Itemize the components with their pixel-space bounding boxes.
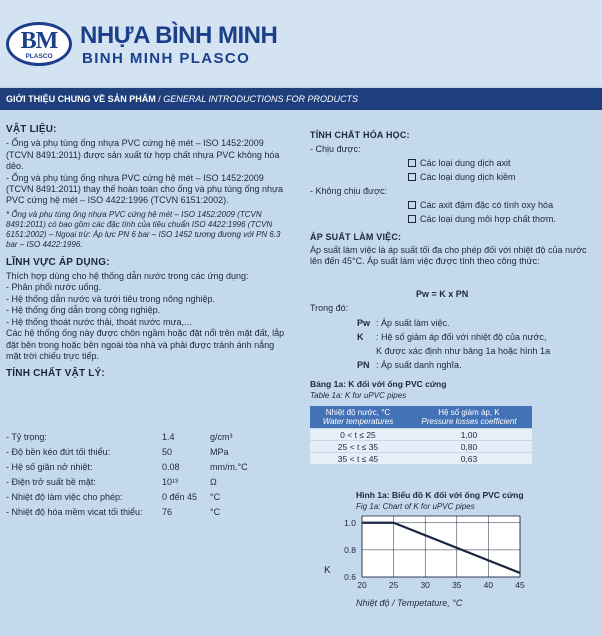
physical-value: 50 (162, 447, 173, 457)
k-table-header (310, 406, 532, 429)
materials-item-2: - Ống và phụ tùng ống nhựa PVC cứng hệ mét – ISO 1452:2009 (TCVN 8491:2011) thay thế hoàn toàn cho ống và phụ tùng ống nhựa PVC cứng hệ mét – ISO 4422:1996 (TCVN 6151:2002). (6, 172, 284, 206)
physical-unit: Ω (210, 477, 217, 487)
application-title: LĨNH VỰC ÁP DỤNG: (6, 256, 110, 268)
physical-name: - Nhiệt độ hóa mềm vicat tối thiểu: (6, 507, 143, 517)
header-vn: Nhiệt độ nước, °C (325, 408, 391, 417)
section-title-en: GENERAL INTRODUCTIONS FOR PRODUCTS (163, 94, 359, 104)
k-table (310, 406, 532, 464)
application-intro: Thích hợp dùng cho hệ thống dẫn nước trong các ứng dụng: (6, 271, 249, 282)
x-tick-label: 35 (452, 580, 462, 590)
table-title: Bảng 1a: K đối với ống PVC cứng (310, 379, 447, 389)
table-cell: 35 < t ≤ 45 (310, 453, 406, 465)
physical-value: 10¹³ (162, 477, 179, 487)
physical-unit: mm/m.°C (210, 462, 248, 472)
application-item: - Hệ thống dẫn nước và tưới tiêu trong nông nghiệp. (6, 293, 215, 304)
chem-not-item (408, 200, 553, 210)
application-item: - Hệ thống ống dẫn trong công nghiệp. (6, 305, 161, 316)
physical-value: 1.4 (162, 432, 175, 442)
physical-unit: MPa (210, 447, 229, 457)
brand-name-vn: NHỰA BÌNH MINH (80, 22, 278, 49)
physical-unit: °C (210, 492, 221, 502)
header-en: Water temperatures (322, 417, 394, 426)
pressure-formula: Pw = K x PN (416, 289, 469, 299)
brand-name-en: BINH MINH PLASCO (82, 50, 251, 67)
section-title-sep: / (155, 94, 164, 104)
where-label: Trong đó: (310, 303, 349, 313)
pressure-title: ÁP SUẤT LÀM VIỆC: (310, 232, 402, 242)
table-row (310, 429, 532, 441)
chem-resist-text: Các loại dung dịch kiềm (420, 172, 516, 182)
checkbox-icon (408, 201, 416, 209)
section-title-vn: GIỚI THIỆU CHUNG VỀ SẢN PHẨM (6, 94, 156, 104)
x-tick-label: 40 (483, 580, 494, 590)
chem-not-text: Các axit đậm đặc có tính oxy hóa (420, 200, 554, 210)
checkbox-icon (408, 173, 416, 181)
application-item: - Phân phối nước uống. (6, 282, 101, 293)
materials-title: VẬT LIỆU: (6, 124, 57, 135)
x-tick-label: 25 (388, 580, 399, 590)
def-k-text-1: : Hệ số giảm áp đối với nhiệt độ của nước, (376, 332, 547, 342)
chem-not-label: - Không chịu được: (310, 186, 387, 196)
y-tick-label: 0.8 (344, 544, 356, 555)
application-outro: Các hệ thống ống này được chôn ngầm hoặc đặt nổi trên mặt đất, lắp đặt bên trong hoặc bên ngoài tòa nhà và phải được tránh ánh nắng mặt trời chiếu trực tiếp. (6, 328, 285, 361)
k-table-header-temp (310, 406, 406, 429)
checkbox-icon (408, 215, 416, 223)
table-cell: 1,00 (406, 429, 532, 441)
chart-xlabel: Nhiệt độ / Tempetature, °C (356, 598, 463, 608)
checkbox-icon (408, 159, 416, 167)
physical-title: TÍNH CHẤT VẬT LÝ: (6, 368, 105, 380)
def-pn-text: : Áp suất danh nghĩa. (376, 360, 462, 370)
physical-unit: g/cm³ (210, 432, 233, 442)
physical-name: - Nhiệt độ làm việc cho phép: (6, 492, 123, 502)
plot-area (362, 516, 520, 577)
header-en: Pressure losses coefficient (421, 417, 517, 426)
physical-name: - Điện trở suất bề mặt: (6, 477, 96, 487)
x-tick-label: 20 (357, 580, 367, 590)
chem-resist-item (408, 172, 516, 182)
table-cell: 0 < t ≤ 25 (310, 429, 406, 441)
def-k-text-2: K được xác định như bảng 1a hoặc hình 1a (376, 346, 551, 356)
chem-resist-item (408, 158, 511, 168)
page-header (0, 0, 602, 86)
figure-title: Hình 1a: Biểu đồ K đối với ống PVC cứng (356, 490, 524, 500)
table-cell: 0,80 (406, 441, 532, 453)
physical-unit: °C (210, 507, 221, 517)
table-title-en: Table 1a: K for uPVC pipes (310, 391, 407, 400)
def-k-symbol: K (357, 332, 364, 342)
materials-item-1: - Ống và phụ tùng ống nhựa PVC cứng hệ mét – ISO 1452:2009 (TCVN 8491:2011) được sản xuất từ hợp chất nhựa PVC không hóa dẻo. (6, 138, 280, 172)
chem-not-text: Các loại dung môi hợp chất thơm. (420, 214, 556, 224)
header-vn: Hệ số giảm áp, K (438, 408, 500, 417)
left-column (6, 124, 286, 380)
physical-value: 76 (162, 507, 173, 517)
table-cell: 0,63 (406, 453, 532, 465)
y-tick-label: 1.0 (344, 517, 356, 528)
table-row (310, 441, 532, 453)
brand-logo (6, 22, 72, 66)
figure-title-en: Fig 1a: Chart of K for uPVC pipes (356, 502, 475, 511)
k-chart (312, 510, 542, 610)
chem-not-item (408, 214, 556, 224)
physical-name: - Tỷ trọng: (6, 432, 47, 442)
table-cell: 25 < t ≤ 35 (310, 441, 406, 453)
section-title-bar (0, 88, 602, 110)
chem-resist-text: Các loại dung dịch axit (420, 158, 511, 168)
k-table-header-coef (406, 406, 532, 429)
pressure-text: Áp suất làm việc là áp suất tối đa cho phép đối với nhiệt độ của nước lên đến 45°C. Áp suất làm việc được tính theo công thức: (310, 245, 587, 267)
logo-mark: BM (20, 28, 58, 54)
table-row (310, 453, 532, 465)
def-pw-text: : Áp suất làm việc. (376, 318, 450, 328)
def-pn-symbol: PN (357, 360, 370, 370)
x-tick-label: 30 (420, 580, 430, 590)
x-tick-label: 45 (515, 580, 525, 590)
chem-title: TÍNH CHẤT HÓA HỌC: (310, 130, 410, 140)
materials-note: * Ống và phụ tùng ống nhựa PVC cứng hệ mét – ISO 1452:2009 (TCVN 8491:2011) có bao gồm các đặc tính của tiêu chuẩn ISO 4422:1996 (TCVN 6151:2002) – Ngoại trừ: Áp lực PN 6 bar – ISO 1452 tương đương với PN 6.3 bar – ISO 4422:1996. (6, 209, 281, 250)
def-pw-symbol: Pw (357, 318, 371, 328)
y-tick-label: 0.6 (344, 572, 356, 582)
chem-resist-label: - Chịu được: (310, 144, 361, 154)
logo-subtext: PLASCO (25, 53, 53, 60)
physical-value: 0.08 (162, 462, 180, 472)
physical-value: 0 đến 45 (162, 492, 198, 502)
physical-name: - Hệ số giãn nở nhiệt: (6, 462, 93, 472)
physical-name: - Độ bền kéo đứt tối thiểu: (6, 447, 111, 457)
application-item: - Hệ thống thoát nước thải, thoát nước mưa,... (6, 316, 192, 327)
y-axis-label: K (324, 565, 331, 577)
